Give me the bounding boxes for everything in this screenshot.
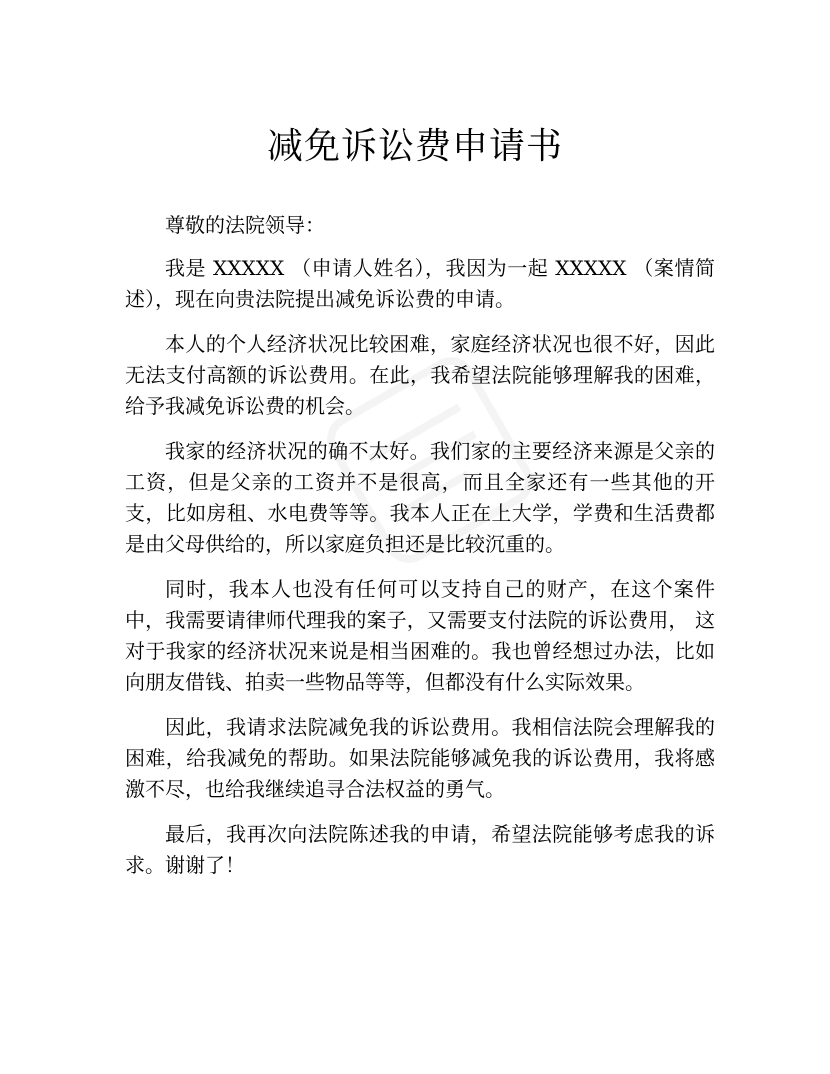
paragraph-financial-status: 本人的个人经济状况比较困难，家庭经济状况也很不好，因此无法支付高额的诉讼费用。在此，我希望法院能够理解我的困难，给予我减免诉讼费的机会。 — [125, 332, 715, 418]
paragraph-request: 因此，我请求法院减免我的诉讼费用。我相信法院会理解我的困难，给我减免的帮助。如果法院能够减免我的诉讼费用，我将感激不尽，也给我继续追寻合法权益的勇气。 — [125, 715, 715, 801]
salutation: 尊敬的法院领导： — [165, 213, 325, 237]
paragraph-closing: 最后，我再次向法院陈述我的申请，希望法院能够考虑我的诉求。谢谢了！ — [125, 822, 715, 877]
paragraph-intro: 我是 XXXXX （申请人姓名），我因为一起 XXXXX （案情简述），现在向贵法院提出减免诉讼费的申请。 — [125, 256, 715, 311]
document-title: 减免诉讼费申请书 — [266, 126, 563, 167]
document-body — [125, 210, 715, 895]
paragraph-no-assets: 同时，我本人也没有任何可以支持自己的财产，在这个案件中，我需要请律师代理我的案子，又需要支付法院的诉讼费用， 这对于我家的经济状况来说是相当困难的。我也曾经想过办法，比如向朋友借钱、拍卖一些物品等等，但都没有什么实际效果。 — [125, 577, 715, 694]
paragraph-family-situation: 我家的经济状况的确不太好。我们家的主要经济来源是父亲的工资，但是父亲的工资并不是很高，而且全家还有一些其他的开支，比如房租、水电费等等。我本人正在上大学，学费和生活费都是由父母供给的，所以家庭负担还是比较沉重的。 — [125, 439, 715, 556]
